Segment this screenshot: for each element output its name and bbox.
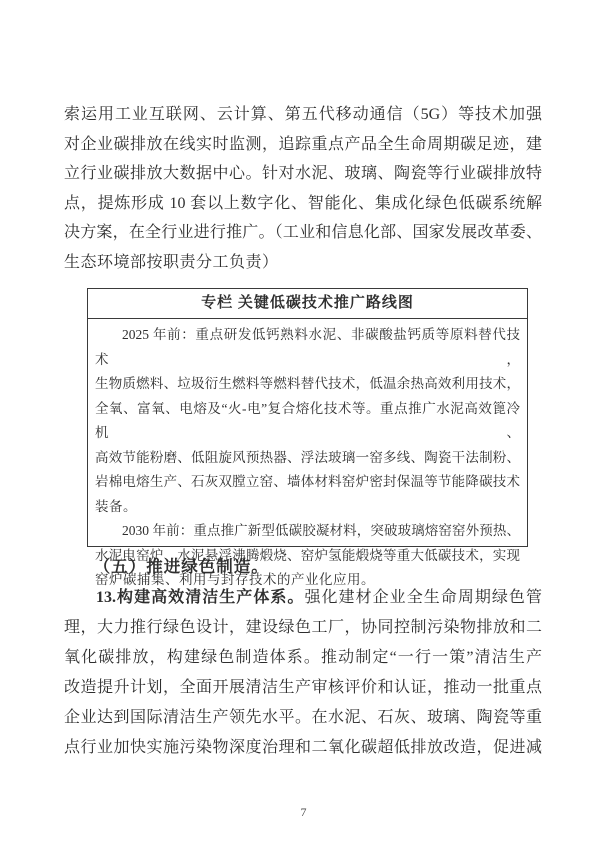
text-line: 水泥电窑炉、水泥悬浮沸腾煅烧、窑炉氢能煅烧等重大低碳技术，实现 <box>95 547 520 563</box>
column-box-title: 专栏 关键低碳技术推广路线图 <box>88 289 527 319</box>
paragraph-continuation <box>64 100 542 278</box>
text-line: 高效节能粉磨、低阻旋风预热器、浮法玻璃一窑多线、陶瓷干法制粉、 <box>95 449 520 465</box>
text-line: 立行业碳排放大数据中心。针对水泥、玻璃、陶瓷等行业碳排放特 <box>64 165 542 183</box>
text-line: 对企业碳排放在线实时监测，追踪重点产品全生命周期碳足迹，建 <box>64 135 542 153</box>
text-line: 理，大力推行绿色设计，建设绿色工厂，协同控制污染物排放和二 <box>64 619 542 636</box>
item-13-first-line-rest: 强化建材企业全生命周期绿色管 <box>304 589 542 606</box>
text-line: 点，提炼形成 10 套以上数字化、智能化、集成化绿色低碳系统解 <box>64 194 542 212</box>
text-line: 点行业加快实施污染物深度治理和二氧化碳超低排放改造，促进减 <box>64 739 542 756</box>
text-line: 2025 年前：重点研发低钙熟料水泥、非碳酸盐钙质等原料替代技术， <box>95 327 520 367</box>
text-line: 决方案，在全行业进行推广。（工业和信息化部、国家发展改革委、 <box>64 224 542 242</box>
item-13-lead: 13.构建高效清洁生产体系。 <box>96 589 305 606</box>
box-paragraph-2025 <box>95 323 520 519</box>
text-line: 装备。 <box>95 498 137 514</box>
text-line: 改造提升计划，全面开展清洁生产审核评价和认证，推动一批重点 <box>64 679 542 696</box>
section-heading-5: （五）推进绿色制造。 <box>93 557 269 576</box>
text-line: 生物质燃料、垃圾衍生燃料等燃料替代技术，低温余热高效利用技术， <box>95 376 520 391</box>
text-line: 2030 年前：重点推广新型低碳胶凝材料，突破玻璃熔窑窑外预热、 <box>122 523 520 538</box>
text-line: 岩棉电熔生产、石灰双膛立窑、墙体材料窑炉密封保温等节能降碳技术 <box>95 474 520 489</box>
item-13-first-line <box>64 583 542 613</box>
text-line: 生态环境部按职责分工负责） <box>64 253 279 271</box>
text-line: 索运用工业互联网、云计算、第五代移动通信（5G）等技术加强 <box>64 106 542 123</box>
text-line: 全氧、富氧、电熔及“火-电”复合熔化技术等。重点推广水泥高效篦冷机、 <box>95 400 520 440</box>
page-number: 7 <box>300 805 307 819</box>
text-line: 企业达到国际清洁生产领先水平。在水泥、石灰、玻璃、陶瓷等重 <box>64 709 542 726</box>
text-line: 氧化碳排放，构建绿色制造体系。推动制定“一行一策”清洁生产 <box>64 649 542 666</box>
text-line: 窑炉碳捕集、利用与封存技术的产业化应用。 <box>95 572 375 587</box>
item-13-body <box>64 613 542 763</box>
